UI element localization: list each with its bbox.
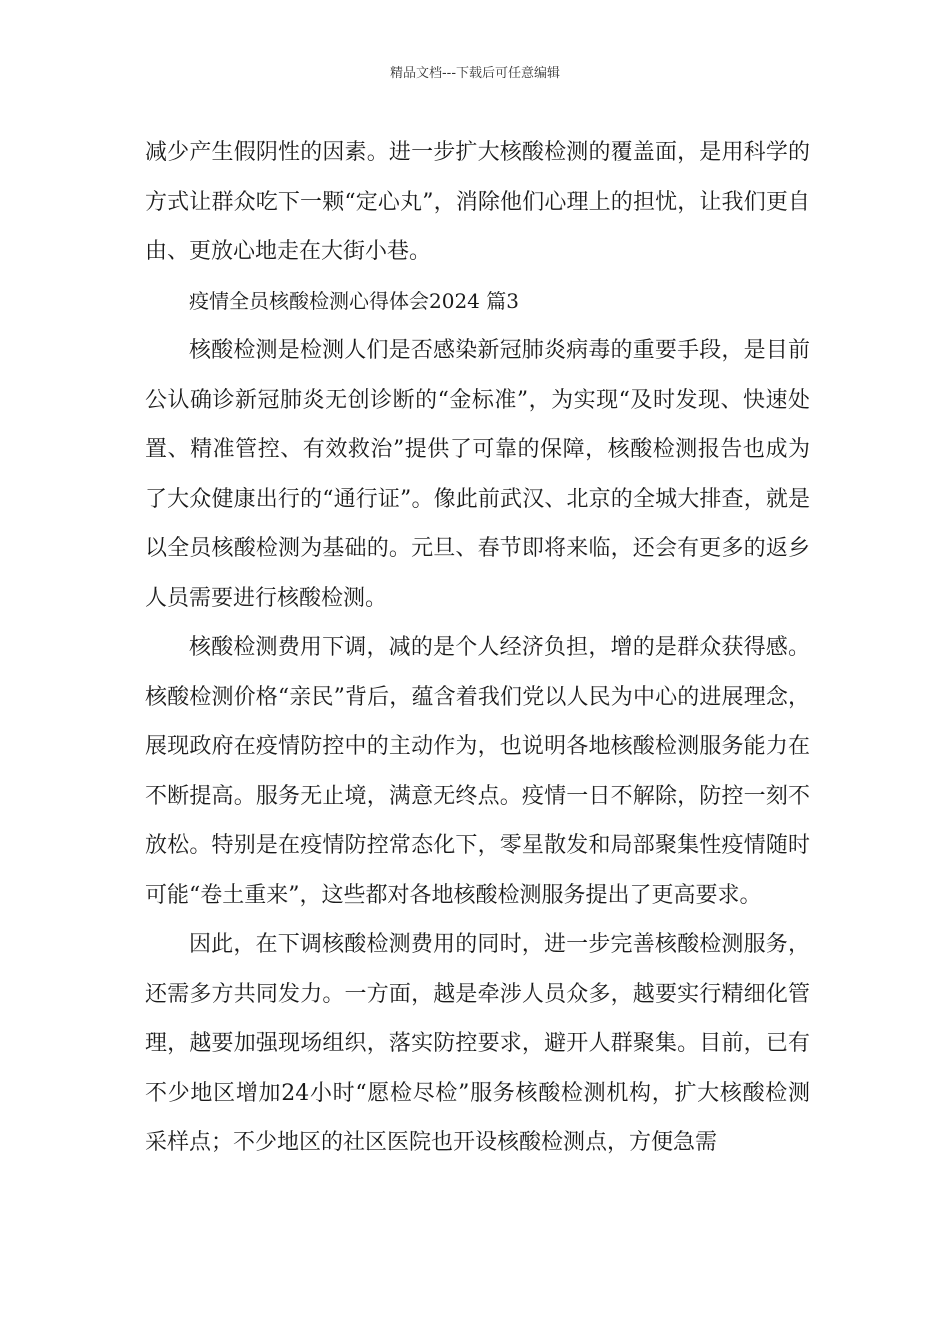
section-heading: 疫情全员核酸检测心得体会2024 篇3	[189, 288, 519, 313]
document-body	[145, 128, 810, 1168]
paragraph-2: 核酸检测费用下调，减的是个人经济负担，增的是群众获得感。核酸检测价格“亲民”背后，蕴含着我们党以人民为中心的进展理念，展现政府在疫情防控中的主动作为，也说明各地核酸检测服务能力在不断提高。服务无止境，满意无终点。疫情一日不解除，防控一刻不放松。特别是在疫情防控常态化下，零星散发和局部聚集性疫情随时可能“卷土重来”，这些都对各地核酸检测服务提出了更高要求。	[145, 635, 810, 908]
paragraph-1: 核酸检测是检测人们是否感染新冠肺炎病毒的重要手段，是目前公认确诊新冠肺炎无创诊断的“金标准”，为实现“及时发现、快速处置、精准管控、有效救治”提供了可靠的保障，核酸检测报告也成为了大众健康出行的“通行证”。像此前武汉、北京的全城大排查，就是以全员核酸检测为基础的。元旦、春节即将来临，还会有更多的返乡人员需要进行核酸检测。	[145, 338, 810, 611]
page-header: 精品文档---下载后可任意编辑	[389, 66, 561, 81]
paragraph-continued: 减少产生假阴性的因素。进一步扩大核酸检测的覆盖面，是用科学的方式让群众吃下一颗“定心丸”，消除他们心理上的担忧，让我们更自由、更放心地走在大街小巷。	[145, 140, 810, 264]
paragraph-3: 因此，在下调核酸检测费用的同时，进一步完善核酸检测服务，还需多方共同发力。一方面，越是牵涉人员众多，越要实行精细化管理，越要加强现场组织，落实防控要求，避开人群聚集。目前，已有不少地区增加24小时“愿检尽检”服务核酸检测机构，扩大核酸检测采样点；不少地区的社区医院也开设核酸检测点，方便急需	[145, 932, 810, 1155]
